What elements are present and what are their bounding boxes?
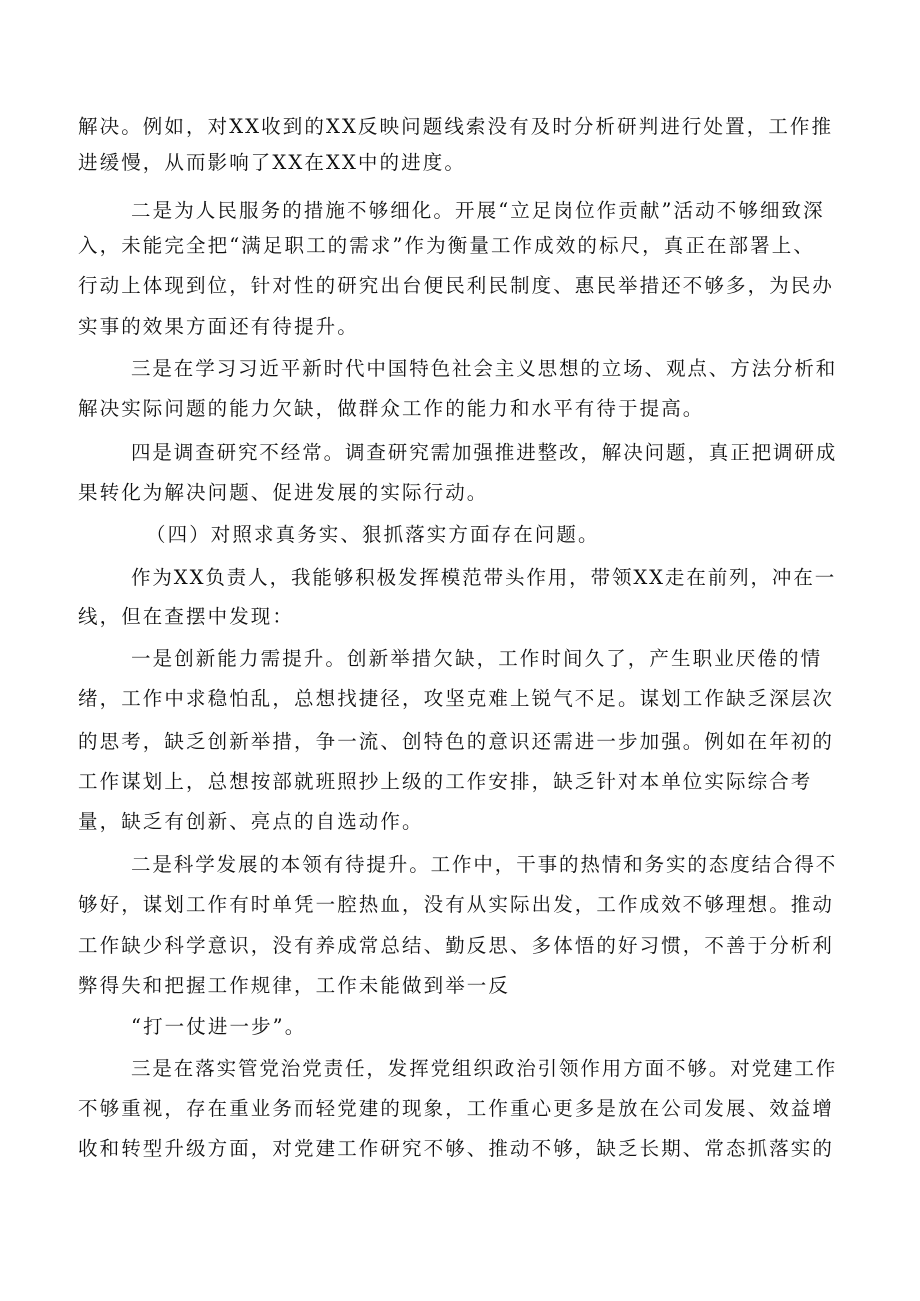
- text-line: 弊得失和把握工作规律，工作未能做到举一反: [78, 974, 511, 997]
- text-line: 不够重视，存在重业务而轻党建的现象，工作重心更多是放在公司发展、效益增: [78, 1097, 835, 1120]
- text-line: 入，未能完全把“满足职工的需求”作为衡量工作成效的标尺，真正在部署上、: [78, 234, 815, 257]
- text-line: 够好，谋划工作有时单凭一腔热血，没有从实际出发，工作成效不够理想。推动: [78, 893, 835, 916]
- text-line: 的思考，缺乏创新举措，争一流、创特色的意识还需进一步加强。例如在年初的: [78, 730, 835, 753]
- text-line: 线，但在查摆中发现：: [78, 605, 295, 628]
- section-heading: （四）对照求真务实、狠抓落实方面存在问题。: [146, 523, 600, 546]
- text-line: 果转化为解决问题、促进发展的实际行动。: [78, 481, 489, 504]
- text-line: 实事的效果方面还有待提升。: [78, 315, 359, 338]
- text-line: 四是调查研究不经常。调查研究需加强推进整改，解决问题，真正把调研成: [131, 441, 838, 464]
- text-line: 工作缺少科学意识，没有养成常总结、勤反思、多体悟的好习惯，不善于分析利: [78, 934, 835, 957]
- text-line: 行动上体现到位，针对性的研究出台便民利民制度、惠民举措还不够多，为民办: [78, 274, 835, 297]
- text-line: 二是为人民服务的措施不够细化。开展“立足岗位作贡献”活动不够细致深: [131, 199, 825, 222]
- text-line: 工作谋划上，总想按部就班照抄上级的工作安排，缺乏针对本单位实际综合考: [78, 770, 813, 793]
- text-line: 作为XX负责人，我能够积极发挥模范带头作用，带领XX走在前列，冲在一: [131, 566, 837, 589]
- text-line: 进缓慢，从而影响了XX在XX中的进度。: [78, 151, 466, 174]
- text-line: 量，缺乏有创新、亮点的自选动作。: [78, 810, 424, 833]
- text-line: 收和转型升级方面，对党建工作研究不够、推动不够，缺乏长期、常态抓落实的: [78, 1137, 835, 1160]
- text-line: 三是在落实管党治党责任，发挥党组织政治引领作用方面不够。对党建工作: [131, 1057, 838, 1080]
- text-line: 三是在学习习近平新时代中国特色社会主义思想的立场、观点、方法分析和: [131, 357, 838, 380]
- text-line: 二是科学发展的本领有待提升。工作中，干事的热情和务实的态度结合得不: [131, 853, 838, 876]
- text-line: “打一仗进一步”。: [131, 1015, 307, 1038]
- text-line: 一是创新能力需提升。创新举措欠缺，工作时间久了，产生职业厌倦的情: [131, 647, 823, 670]
- text-line: 解决实际问题的能力欠缺，做群众工作的能力和水平有待于提高。: [78, 397, 705, 420]
- text-line: 解决。例如，对XX收到的XX反映问题线索没有及时分析研判进行处置，工作推: [78, 115, 834, 138]
- text-line: 绪，工作中求稳怕乱，总想找捷径，攻坚克难上锐气不足。谋划工作缺乏深层次: [78, 687, 835, 710]
